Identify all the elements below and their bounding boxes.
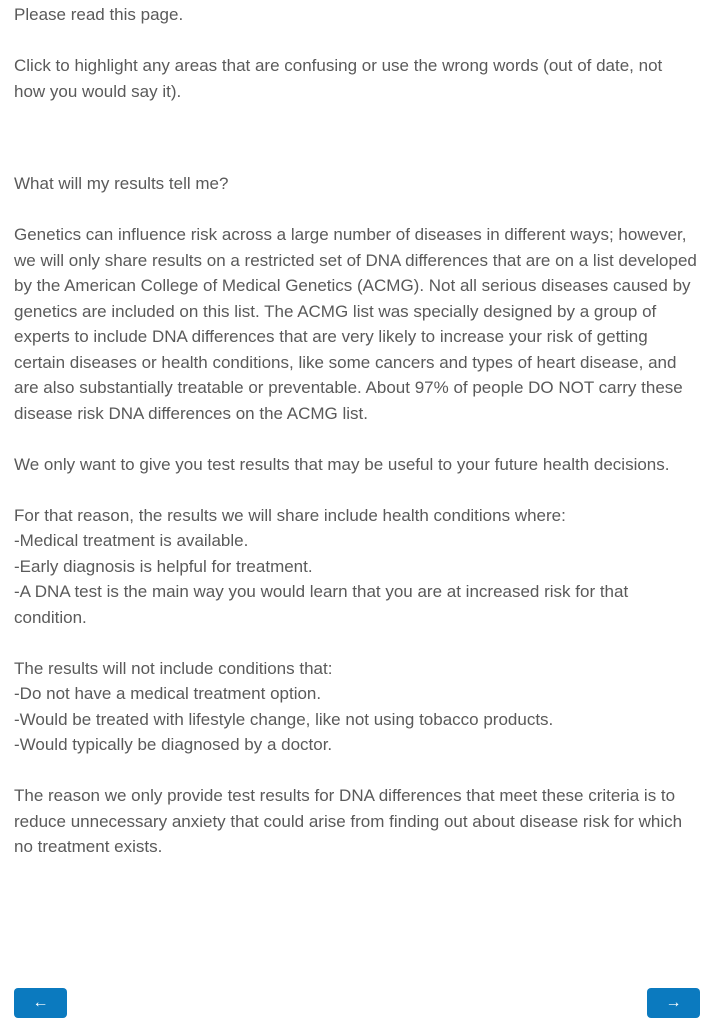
paragraph-line[interactable]: -Would be treated with lifestyle change, like not using tobacco products. xyxy=(14,709,554,729)
paragraph-line[interactable]: The results will not include conditions that: xyxy=(14,658,333,678)
paragraph-line[interactable]: -Medical treatment is available. xyxy=(14,531,249,550)
instruction-paragraph-2: Click to highlight any areas that are confusing or use the wrong words (out of date, not how you would say it). xyxy=(14,56,663,101)
paragraph-line[interactable]: -Would typically be diagnosed by a doctor. xyxy=(14,735,333,754)
paragraph[interactable] xyxy=(14,222,697,426)
paragraph[interactable] xyxy=(14,171,697,197)
paragraph-line[interactable]: -Early diagnosis is helpful for treatment. xyxy=(14,556,313,576)
back-button[interactable] xyxy=(14,988,67,1018)
paragraph[interactable] xyxy=(14,503,697,631)
paragraph-line[interactable]: -A DNA test is the main way you would learn that you are at increased risk for that condition. xyxy=(14,582,629,627)
paragraph-line[interactable]: The reason we only provide test results for DNA differences that meet these criteria is to reduce unnecessary anxiety that could arise from finding out about disease risk for which no treatment exists. xyxy=(14,786,683,856)
paragraph[interactable] xyxy=(14,656,697,758)
next-button[interactable] xyxy=(647,988,700,1018)
paragraph[interactable] xyxy=(14,783,697,860)
paragraph-line[interactable]: What will my results tell me? xyxy=(14,174,229,193)
survey-instructions xyxy=(14,2,697,104)
left-arrow-icon: ← xyxy=(32,994,49,1011)
navigation-bar xyxy=(0,988,708,1018)
paragraph-line[interactable]: We only want to give you test results that may be useful to your future health decisions. xyxy=(14,454,670,474)
paragraph-line[interactable]: For that reason, the results we will share include health conditions where: xyxy=(14,505,566,525)
paragraph[interactable] xyxy=(14,452,697,478)
question-text xyxy=(14,171,697,860)
right-arrow-icon: → xyxy=(665,994,682,1011)
paragraph-line[interactable]: Genetics can influence risk across a large number of diseases in different ways; however, we will only share results on a restricted set of DNA differences that are on a list developed by the American College of Medical Genetics (ACMG). Not all serious diseases caused by genetics are included on this list. The ACMG list was specially designed by a group of experts to include DNA differences that are very likely to increase your risk of getting certain diseases or health conditions, like some cancers and types of heart disease, and are also substantially treatable or preventable. About 97% of people DO NOT carry these disease risk DNA differences on the ACMG list. xyxy=(14,225,697,423)
instruction-paragraph-1: Please read this page. xyxy=(14,5,184,24)
paragraph-line[interactable]: -Do not have a medical treatment option. xyxy=(14,684,322,703)
